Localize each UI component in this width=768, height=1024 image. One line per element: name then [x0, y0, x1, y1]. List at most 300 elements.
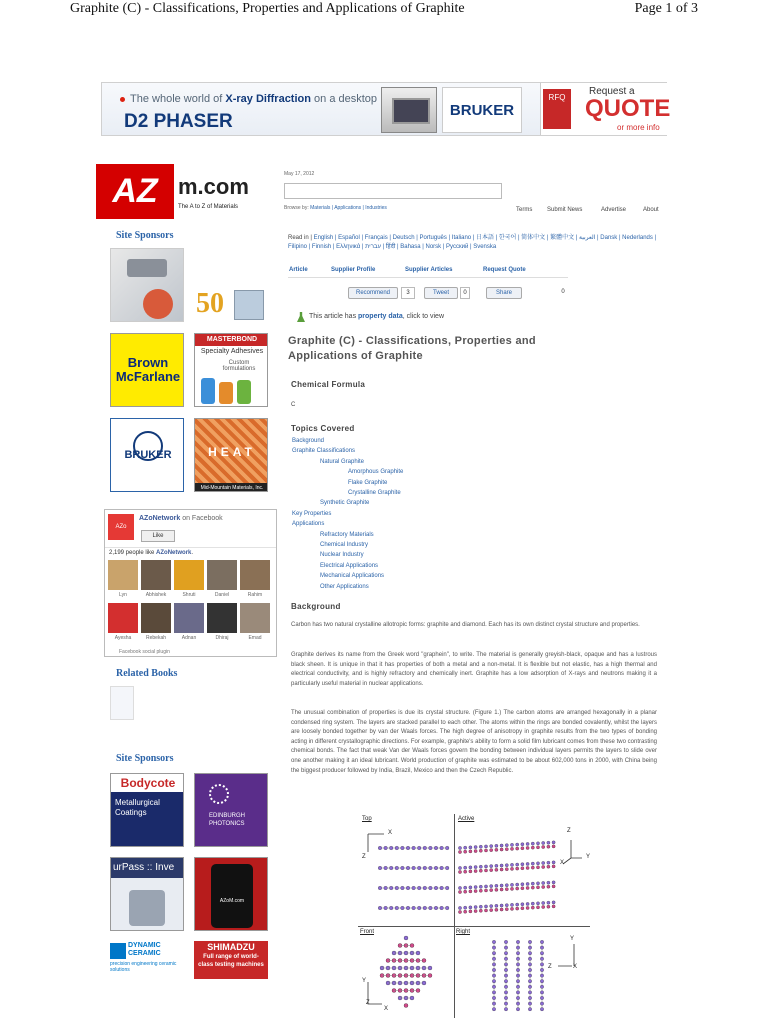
carbon-atom — [458, 886, 461, 889]
carbon-atom — [410, 996, 414, 1000]
sponsor-ad-edinburgh-photonics[interactable]: EDINBURGH PHOTONICS — [194, 773, 268, 847]
carbon-atom — [495, 884, 498, 887]
diffractometer-image — [381, 87, 437, 133]
nav-advertise[interactable]: Advertise — [601, 207, 627, 213]
carbon-atom — [504, 952, 507, 955]
carbon-atom — [510, 847, 513, 850]
carbon-atom — [542, 881, 545, 884]
carbon-atom — [500, 844, 503, 847]
carbon-atom — [412, 846, 416, 850]
axis-front-view — [368, 982, 382, 1004]
carbon-atom — [395, 866, 399, 870]
toc-link[interactable]: Other Applications — [320, 583, 369, 590]
front-view-lattice — [380, 936, 432, 1008]
toc-link[interactable]: Applications — [292, 521, 325, 528]
azom-logo-text[interactable]: m.com The A to Z of Materials — [174, 164, 272, 219]
toc-link[interactable]: Background — [292, 438, 325, 444]
carbon-atom — [504, 980, 507, 983]
carbon-atom — [516, 985, 519, 988]
carbon-atom — [526, 846, 529, 849]
page-number: Page 1 of 3 — [634, 1, 698, 16]
carbon-atom — [458, 890, 461, 893]
carbon-atom — [500, 908, 503, 911]
carbon-atom — [492, 980, 495, 983]
carbon-atom — [510, 883, 513, 886]
carbon-atom — [510, 867, 513, 870]
banner-product: D2 PHASER — [124, 111, 233, 132]
carbon-atom — [526, 862, 529, 865]
carbon-atom — [378, 846, 382, 850]
carbon-atom — [504, 1008, 507, 1011]
carbon-atom — [536, 866, 539, 869]
carbon-atom — [474, 849, 477, 852]
avatar[interactable] — [240, 560, 270, 590]
carbon-atom — [479, 889, 482, 892]
toc-link[interactable]: Natural Graphite — [320, 458, 365, 465]
carbon-atom — [384, 846, 388, 850]
carbon-atom — [464, 846, 467, 849]
carbon-atom — [474, 889, 477, 892]
facebook-box-header: AZo AZoNetwork on Facebook Like — [105, 510, 276, 548]
carbon-atom — [526, 902, 529, 905]
sponsor-ad-lab-instrument[interactable] — [110, 248, 184, 322]
carbon-atom — [395, 886, 399, 890]
tab-supplier-articles[interactable]: Supplier Articles — [405, 267, 453, 273]
tab-request-quote[interactable]: Request Quote — [483, 267, 526, 273]
logo-tagline: The A to Z of Materials — [178, 204, 239, 210]
carbon-atom — [492, 985, 495, 988]
carbon-atom — [384, 866, 388, 870]
axis-right-view — [558, 944, 574, 966]
page-header-title: Graphite (C) - Classifications, Properties and Applications of Graphite — [70, 1, 465, 16]
carbon-atom — [440, 866, 444, 870]
carbon-atom — [500, 864, 503, 867]
carbon-atom — [504, 974, 507, 977]
search-input[interactable] — [284, 183, 502, 199]
request-quote-ad[interactable]: RFQ Request a QUOTE or more info — [540, 83, 668, 135]
carbon-atom — [479, 909, 482, 912]
carbon-atom — [434, 906, 438, 910]
tweet-count: 0 — [460, 287, 470, 299]
browse-links[interactable]: Materials | Applications | Industries — [310, 205, 387, 211]
carbon-atom — [528, 996, 531, 999]
carbon-atom — [423, 846, 427, 850]
related-books-heading: Related Books — [116, 668, 178, 679]
carbon-atom — [540, 980, 543, 983]
sponsor-ad-shimadzu[interactable]: SHIMADZU Full range of world-class testing machines — [194, 941, 268, 979]
avatar[interactable] — [108, 603, 138, 633]
carbon-atom — [552, 901, 555, 904]
article-title: Graphite (C) - Classifications, Properties and Applications of Graphite — [288, 335, 536, 362]
carbon-atom — [484, 885, 487, 888]
carbon-atom — [552, 841, 555, 844]
avatar[interactable] — [207, 560, 237, 590]
carbon-atom — [521, 887, 524, 890]
carbon-atom — [504, 940, 507, 943]
carbon-atom — [531, 862, 534, 865]
carbon-atom — [516, 974, 519, 977]
carbon-atom — [492, 940, 495, 943]
panel-label: Active — [458, 816, 475, 822]
carbon-atom — [490, 869, 493, 872]
carbon-atom — [469, 890, 472, 893]
carbon-atom — [492, 991, 495, 994]
carbon-atom — [423, 906, 427, 910]
carbon-atom — [540, 968, 543, 971]
carbon-atom — [495, 868, 498, 871]
tab-supplier-profile[interactable]: Supplier Profile — [331, 267, 376, 273]
carbon-atom — [528, 980, 531, 983]
carbon-atom — [552, 905, 555, 908]
top-view-layers — [378, 846, 449, 910]
carbon-atom — [516, 863, 519, 866]
sponsor-ad-dynamic-ceramic[interactable]: DYNAMIC CERAMIC precision engineering ceramic solutions — [110, 941, 184, 979]
carbon-atom — [505, 864, 508, 867]
carbon-atom — [464, 890, 467, 893]
carbon-atom — [526, 866, 529, 869]
carbon-atom — [469, 870, 472, 873]
bruker-logo: BRUKER — [442, 87, 522, 133]
azom-logo-mark[interactable]: AZ — [96, 164, 174, 219]
carbon-atom — [440, 846, 444, 850]
carbon-atom — [378, 866, 382, 870]
carbon-atom — [428, 966, 432, 970]
carbon-atom — [417, 886, 421, 890]
carbon-atom — [492, 957, 495, 960]
carbon-atom — [547, 841, 550, 844]
carbon-atom — [504, 996, 507, 999]
bruker-banner-ad[interactable] — [101, 82, 671, 136]
related-book-cover[interactable] — [110, 686, 134, 720]
carbon-atom — [500, 884, 503, 887]
recommend-button[interactable]: Recommend — [348, 287, 398, 299]
carbon-atom — [521, 867, 524, 870]
sponsor-ad-bruker[interactable]: BRUKER — [110, 418, 184, 492]
carbon-atom — [404, 936, 408, 940]
carbon-atom — [479, 869, 482, 872]
carbon-atom — [510, 887, 513, 890]
sponsor-ad-azom-iphone[interactable]: AZoM.com — [194, 857, 268, 931]
carbon-atom — [536, 846, 539, 849]
carbon-atom — [540, 946, 543, 949]
carbon-atom — [505, 844, 508, 847]
carbon-atom — [542, 885, 545, 888]
carbon-atom — [484, 869, 487, 872]
carbon-atom — [516, 996, 519, 999]
carbon-atom — [516, 968, 519, 971]
panel-label: Top — [362, 816, 372, 822]
carbon-atom — [434, 846, 438, 850]
carbon-atom — [469, 906, 472, 909]
toc-link[interactable]: Key Properties — [292, 510, 332, 517]
carbon-atom — [458, 910, 461, 913]
nav-submit-news[interactable]: Submit News — [547, 207, 583, 213]
site-sponsors-heading-2: Site Sponsors — [116, 753, 174, 764]
carbon-atom — [440, 886, 444, 890]
carbon-atom — [536, 862, 539, 865]
toc-link[interactable]: Flake Graphite — [348, 479, 388, 486]
tab-article[interactable]: Article — [289, 267, 308, 273]
carbon-atom — [552, 845, 555, 848]
carbon-atom — [464, 866, 467, 869]
carbon-atom — [504, 946, 507, 949]
carbon-atom — [378, 906, 382, 910]
carbon-atom — [417, 906, 421, 910]
carbon-atom — [540, 985, 543, 988]
carbon-atom — [552, 885, 555, 888]
carbon-atom — [547, 881, 550, 884]
carbon-atom — [434, 886, 438, 890]
toc-link[interactable]: Crystalline Graphite — [348, 490, 401, 496]
carbon-atom — [479, 905, 482, 908]
carbon-atom — [474, 845, 477, 848]
carbon-atom — [540, 991, 543, 994]
carbon-atom — [484, 889, 487, 892]
right-view-columns — [492, 940, 543, 1011]
carbon-atom — [389, 906, 393, 910]
sponsor-ad-surpass[interactable]: urPass :: Inve — [110, 857, 184, 931]
carbon-atom — [521, 843, 524, 846]
share-button[interactable]: Share — [486, 287, 522, 299]
adhesive-tube-icon — [201, 378, 215, 404]
rfq-icon: RFQ — [543, 89, 571, 129]
carbon-atom — [495, 844, 498, 847]
toc-link[interactable]: Synthetic Graphite — [320, 500, 370, 507]
carbon-atom — [528, 1002, 531, 1005]
carbon-atom — [547, 845, 550, 848]
carbon-atom — [526, 882, 529, 885]
toc-link[interactable]: Graphite Classifications — [292, 448, 356, 455]
sponsor-ad-masterbond[interactable]: MASTERBOND Specialty Adhesives Custom formulations — [194, 333, 268, 407]
carbon-atom — [528, 968, 531, 971]
tweet-button[interactable]: Tweet — [424, 287, 458, 299]
carbon-atom — [547, 861, 550, 864]
carbon-atom — [469, 866, 472, 869]
carbon-atom — [540, 957, 543, 960]
pdf-page-header — [0, 0, 768, 24]
carbon-atom — [479, 845, 482, 848]
carbon-atom — [445, 866, 449, 870]
carbon-atom — [531, 886, 534, 889]
facebook-like-box: AZo AZoNetwork on Facebook Like 2,199 people like AZoNetwork. Lyn Abhishek Shruti Daniel Rahim Ayesha Rebekah Adnan Dhiraj Emad Facebook social plugin — [104, 509, 277, 657]
sponsor-ad-heat[interactable]: HEAT Mid-Mountain Materials, Inc. — [194, 418, 268, 492]
carbon-atom — [434, 866, 438, 870]
carbon-atom — [505, 848, 508, 851]
carbon-atom — [458, 906, 461, 909]
carbon-atom — [401, 886, 405, 890]
carbon-atom — [516, 907, 519, 910]
carbon-atom — [474, 869, 477, 872]
carbon-atom — [516, 952, 519, 955]
carbon-atom — [458, 846, 461, 849]
carbon-atom — [536, 886, 539, 889]
carbon-atom — [516, 843, 519, 846]
sponsor-ad-50-years[interactable]: 50 — [194, 248, 268, 322]
carbon-atom — [528, 940, 531, 943]
carbon-atom — [531, 846, 534, 849]
avatar[interactable] — [141, 560, 171, 590]
carbon-atom — [516, 903, 519, 906]
carbon-atom — [458, 866, 461, 869]
share-count: 0 — [557, 287, 569, 299]
carbon-atom — [406, 846, 410, 850]
carbon-atom — [412, 886, 416, 890]
carbon-atom — [500, 868, 503, 871]
carbon-atom — [504, 991, 507, 994]
nav-terms[interactable]: Terms — [516, 207, 533, 213]
sponsor-ad-brown-mcfarlane[interactable]: Brown McFarlane — [110, 333, 184, 407]
carbon-atom — [528, 957, 531, 960]
carbon-atom — [536, 842, 539, 845]
banner-lead: The whole world of X-ray Diffraction on a desktop — [120, 93, 377, 105]
carbon-atom — [422, 981, 426, 985]
toc-link[interactable]: Electrical Applications — [320, 562, 379, 569]
facebook-like-button[interactable]: Like — [141, 530, 175, 542]
avatar[interactable] — [207, 603, 237, 633]
carbon-atom — [531, 902, 534, 905]
carbon-atom — [540, 1008, 543, 1011]
carbon-atom — [490, 885, 493, 888]
site-sponsors-heading: Site Sponsors — [116, 230, 174, 241]
carbon-atom — [516, 991, 519, 994]
carbon-atom — [505, 904, 508, 907]
language-selector[interactable]: Read in | English | Español | Français | Deutsch | Português | Italiano | 日本語 | 한국어 | 简体中文 | 繁體中文 | العربية | Dansk | Nederlands | Filipino | Finnish | Ελληνικά | עברית | हिंदी | Bahasa | Norsk | Русский | Svenska — [288, 235, 657, 250]
panel-label: Front — [360, 929, 375, 935]
carbon-atom — [492, 1002, 495, 1005]
toc-link[interactable]: Mechanical Applications — [320, 573, 385, 580]
carbon-atom — [516, 980, 519, 983]
carbon-atom — [505, 888, 508, 891]
red-dot-icon — [120, 97, 125, 102]
carbon-atom — [536, 902, 539, 905]
carbon-atom — [547, 885, 550, 888]
carbon-atom — [490, 845, 493, 848]
carbon-atom — [404, 1004, 408, 1008]
avatar[interactable] — [174, 560, 204, 590]
carbon-atom — [395, 906, 399, 910]
carbon-atom — [528, 991, 531, 994]
carbon-atom — [464, 906, 467, 909]
carbon-atom — [528, 952, 531, 955]
carbon-atom — [495, 908, 498, 911]
carbon-atom — [528, 985, 531, 988]
carbon-atom — [510, 843, 513, 846]
phone-icon — [211, 864, 253, 928]
carbon-atom — [440, 906, 444, 910]
carbon-atom — [492, 996, 495, 999]
carbon-atom — [531, 882, 534, 885]
browse-by: Browse by: Materials | Applications | Industries — [284, 205, 387, 211]
carbon-atom — [516, 1008, 519, 1011]
carbon-atom — [469, 846, 472, 849]
carbon-atom — [490, 909, 493, 912]
recommend-count: 3 — [401, 287, 415, 299]
toc-link[interactable]: Refractory Materials — [320, 531, 374, 538]
carbon-atom — [401, 866, 405, 870]
carbon-atom — [458, 850, 461, 853]
carbon-atom — [492, 952, 495, 955]
nav-about[interactable]: About — [643, 207, 659, 213]
facebook-like-count: 2,199 people like AZoNetwork. — [109, 550, 194, 556]
active-view-layers — [458, 841, 555, 914]
carbon-atom — [516, 847, 519, 850]
avatar[interactable] — [141, 603, 171, 633]
carbon-atom — [495, 864, 498, 867]
carbon-atom — [464, 870, 467, 873]
carbon-atom — [521, 847, 524, 850]
carbon-atom — [531, 906, 534, 909]
carbon-atom — [490, 865, 493, 868]
carbon-atom — [521, 903, 524, 906]
carbon-atom — [490, 905, 493, 908]
carbon-atom — [516, 946, 519, 949]
article-date: May 17, 2012 — [284, 171, 315, 177]
carbon-atom — [516, 867, 519, 870]
carbon-atom — [505, 884, 508, 887]
paragraph: The unusual combination of properties is due its crystal structure. (Figure 1.) The carbon atoms are arranged hexagonally in a planar condensed ring system. The layers are stacked parallel to each other. The atoms within the rings are bonded covalently, whilst the layers are loosely bonded together by van der Waals forces. The high degree of anisotropy in graphite results from the two types of bonding acting in different crystallographic directions. For example, graphite's ability to form a solid film lubricant comes from these two contrasting chemical bonds. The fact that weak Van der Waals forces govern the bonding between individual layers permits the layers to slide over one another making it an ideal lubricant. World production of graphite was estimated to be about 602,000 tons in 2000, with China being the biggest producer followed by India, Brazil, Mexico and then the Czech Republic. — [291, 710, 657, 774]
avatar[interactable] — [240, 603, 270, 633]
toc-link[interactable]: Amorphous Graphite — [348, 469, 404, 476]
carbon-atom — [495, 904, 498, 907]
toc-link[interactable]: Nuclear Industry — [320, 552, 364, 559]
crystal-structure-drawing — [358, 814, 590, 1018]
carbon-atom — [542, 861, 545, 864]
carbon-atom — [542, 845, 545, 848]
carbon-atom — [505, 908, 508, 911]
carbon-atom — [495, 888, 498, 891]
property-data-link[interactable]: property data — [358, 313, 403, 320]
carbon-atom — [521, 883, 524, 886]
avatar[interactable] — [108, 560, 138, 590]
carbon-atom — [464, 910, 467, 913]
avatar[interactable] — [174, 603, 204, 633]
chemical-formula-heading: Chemical Formula — [291, 380, 366, 389]
carbon-atom — [484, 909, 487, 912]
axis-top-view — [368, 834, 384, 852]
carbon-atom — [516, 887, 519, 890]
carbon-atom — [401, 906, 405, 910]
flask-icon — [297, 312, 305, 322]
instrument-icon — [127, 259, 167, 277]
panel-label: Right — [456, 929, 471, 935]
carbon-atom — [479, 865, 482, 868]
carbon-atom — [417, 866, 421, 870]
adhesive-tube-icon — [219, 382, 233, 404]
carbon-atom — [540, 963, 543, 966]
carbon-atom — [429, 886, 433, 890]
carbon-atom — [540, 974, 543, 977]
sponsor-ad-bodycote[interactable]: Bodycote Metallurgical Coatings — [110, 773, 184, 847]
toc-link[interactable]: Chemical Industry — [320, 542, 369, 548]
carbon-atom — [504, 1002, 507, 1005]
carbon-atom — [504, 963, 507, 966]
adhesive-tube-icon — [237, 380, 251, 404]
carbon-atom — [416, 989, 420, 993]
carbon-atom — [516, 963, 519, 966]
carbon-atom — [492, 968, 495, 971]
background-heading: Background — [291, 602, 341, 611]
carbon-atom — [490, 849, 493, 852]
carbon-atom — [445, 906, 449, 910]
carbon-atom — [526, 842, 529, 845]
carbon-atom — [484, 905, 487, 908]
carbon-atom — [536, 882, 539, 885]
carbon-atom — [389, 846, 393, 850]
carbon-atom — [422, 959, 426, 963]
carbon-atom — [510, 903, 513, 906]
chemical-formula: C — [291, 402, 296, 408]
carbon-atom — [406, 886, 410, 890]
